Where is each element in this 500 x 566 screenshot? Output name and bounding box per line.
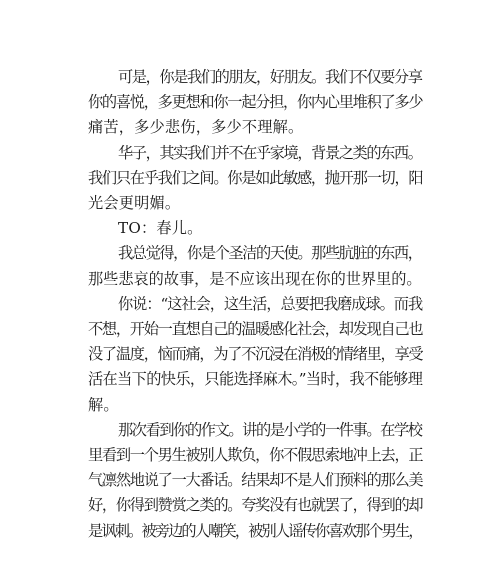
text-line: 光会更明媚。 bbox=[88, 194, 181, 213]
text-line: 华子，其实我们并不在乎家境，背景之类的东西。 bbox=[118, 143, 422, 162]
text-line: 你的喜悦，多更想和你一起分担，你内心里堆积了多少 bbox=[88, 93, 423, 112]
text-line: 是讽刺。被旁边的人嘲笑，被别人谣传你喜欢那个男生， bbox=[88, 521, 422, 540]
text-line: 不想，开始一直想自己的温暖感化社会，却发现自己也 bbox=[88, 320, 423, 339]
text-line: 活在当下的快乐，只能选择麻木。”当时，我不能够理 bbox=[88, 370, 423, 389]
text-line: 你说：“这社会，这生活，总要把我磨成球。而我 bbox=[118, 294, 423, 313]
paragraph-4 bbox=[88, 241, 422, 291]
text-line: 可是，你是我们的朋友，好朋友。我们不仅要分享 bbox=[118, 68, 422, 86]
text-line: TO：春儿。 bbox=[118, 219, 203, 238]
paragraph-5 bbox=[88, 292, 422, 418]
text-line: 没了温度，恼而痛，为了不沉浸在消极的情绪里，享受 bbox=[88, 345, 423, 364]
text-line: 好，你得到赞赏之类的。夸奖没有也就罢了，得到的却 bbox=[88, 496, 423, 515]
text-line: 那些悲哀的故事，是不应该出现在你的世界里的。 bbox=[88, 269, 422, 288]
paragraph-3 bbox=[88, 216, 422, 241]
text-line: 解。 bbox=[88, 395, 119, 414]
text-line: 那次看到你的作文。讲的是小学的一件事。在学校 bbox=[118, 420, 422, 439]
text-line: 痛苦，多少悲伤，多少不理解。 bbox=[88, 118, 304, 137]
text-line: 我总觉得，你是个圣洁的天使。那些肮脏的东西， bbox=[118, 244, 422, 263]
text-line: 我们只在乎我们之间。你是如此敏感，抛开那一切，阳 bbox=[88, 168, 423, 187]
text-line: 气凛然地说了一大番话。结果却不是人们预料的那么美 bbox=[88, 471, 423, 490]
paragraph-6 bbox=[88, 418, 422, 544]
document-body bbox=[88, 65, 422, 544]
paragraph-2 bbox=[88, 141, 422, 217]
text-line: 里看到一个男生被别人欺负，你不假思索地冲上去，正 bbox=[88, 446, 423, 465]
paragraph-1 bbox=[88, 65, 422, 141]
